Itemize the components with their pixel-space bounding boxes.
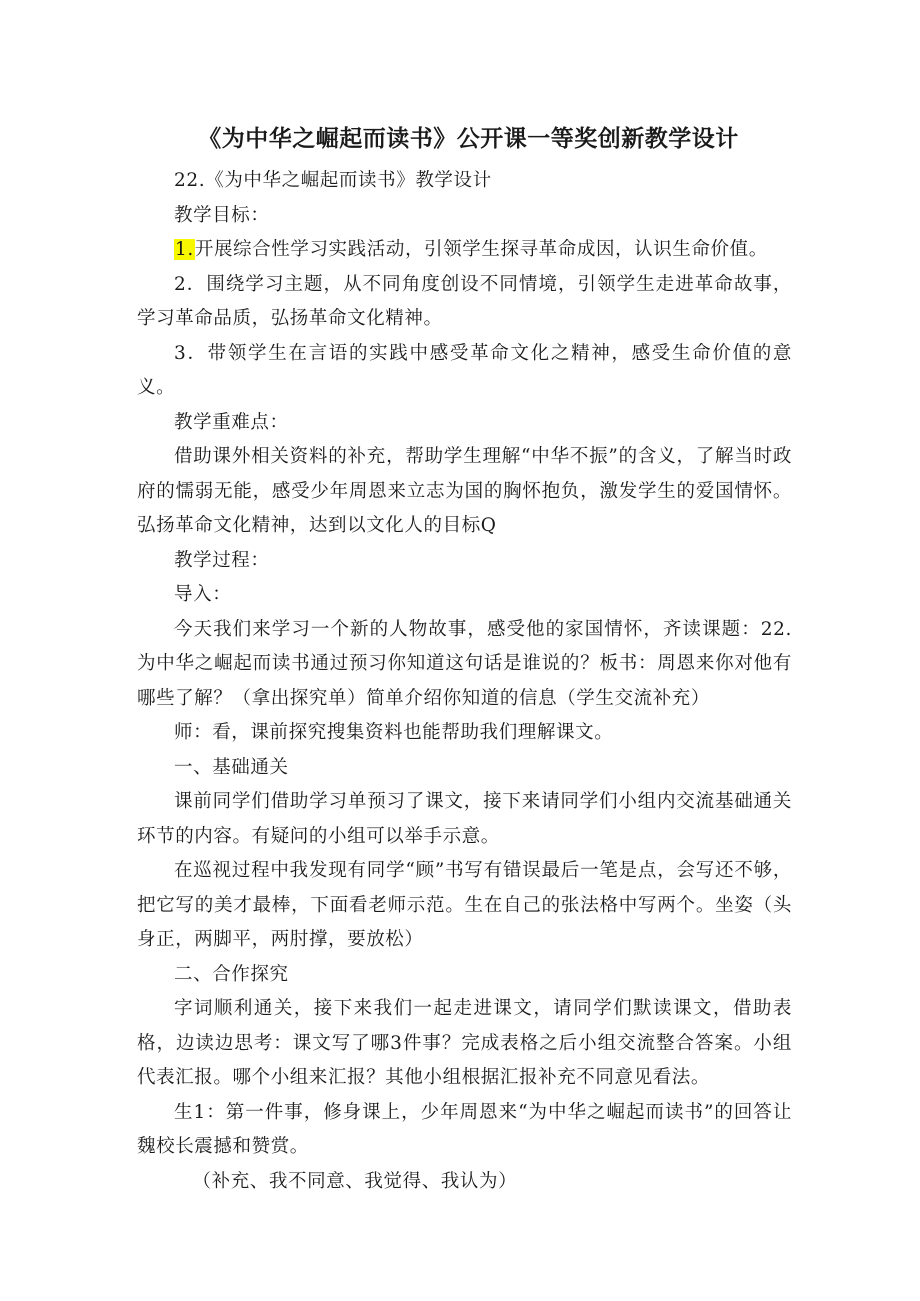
section-1-text: 课前同学们借助学习单预习了课文，接下来请同学们小组内交流基础通关环节的内容。有疑问的小组可以举手示意。 [137,791,792,847]
key-points-label: 教学重难点： [174,411,289,433]
prompt-words: （补充、我不同意、我觉得、我认为） [192,1170,518,1192]
teacher-line: 师：看，课前探究搜集资料也能帮助我们理解课文。 [174,722,614,743]
section-1-label: 一、基础通关 [174,756,289,778]
document-title: 《为中华之崛起而读书》公开课一等奖创新教学设计 [198,126,739,152]
goals-label: 教学目标： [174,204,270,226]
goal-2: 2．围绕学习主题，从不同角度创设不同情境，引领学生走进革命故事，学习革命品质，弘扬革命文化精神。 [137,273,792,329]
lesson-heading: 22.《为中华之崛起而读书》教学设计 [174,170,492,191]
goal-1 [137,233,792,268]
goal-3: 3．带领学生在言语的实践中感受革命文化之精神，感受生命价值的意义。 [137,342,792,398]
student-1-answer: 生1：第一件事，修身课上，少年周恩来“为中华之崛起而读书”的回答让魏校长震撼和赞赏。 [137,1101,792,1157]
section-2-label: 二、合作探究 [174,963,289,985]
section-2-text: 字词顺利通关，接下来我们一起走进课文，请同学们默读课文，借助表格，边读边思考：课文写了哪3件事？完成表格之后小组交流整合答案。小组代表汇报。哪个小组来汇报？其他小组根据汇报补充不同意见看法。 [137,998,792,1088]
key-points-text: 借助课外相关资料的补充，帮助学生理解“中华不振”的含义，了解当时政府的懦弱无能，感受少年周恩来立志为国的胸怀抱负，激发学生的爱国情怀。弘扬革命文化精神，达到以文化人的目标Q [137,446,792,536]
intro-label: 导入： [174,584,232,605]
process-label: 教学过程： [174,549,270,571]
goal-1-text: 开展综合性学习实践活动，引领学生探寻革命成因，认识生命价值。 [194,239,768,260]
intro-text: 今天我们来学习一个新的人物故事，感受他的家国情怀，齐读课题：22.为中华之崛起而读书通过预习你知道这句话是谁说的？板书：周恩来你对他有哪些了解？（拿出探究单）简单介绍你知道的信息（学生交流补充） [137,618,792,709]
goal-1-number-highlight: 1. [175,239,194,260]
section-1-text-2: 在巡视过程中我发现有同学“顾”书写有错误最后一笔是点，会写还不够，把它写的美才最棒，下面看老师示范。生在自己的张法格中写两个。坐姿（头身正，两脚平，两肘撑，要放松） [137,860,792,950]
